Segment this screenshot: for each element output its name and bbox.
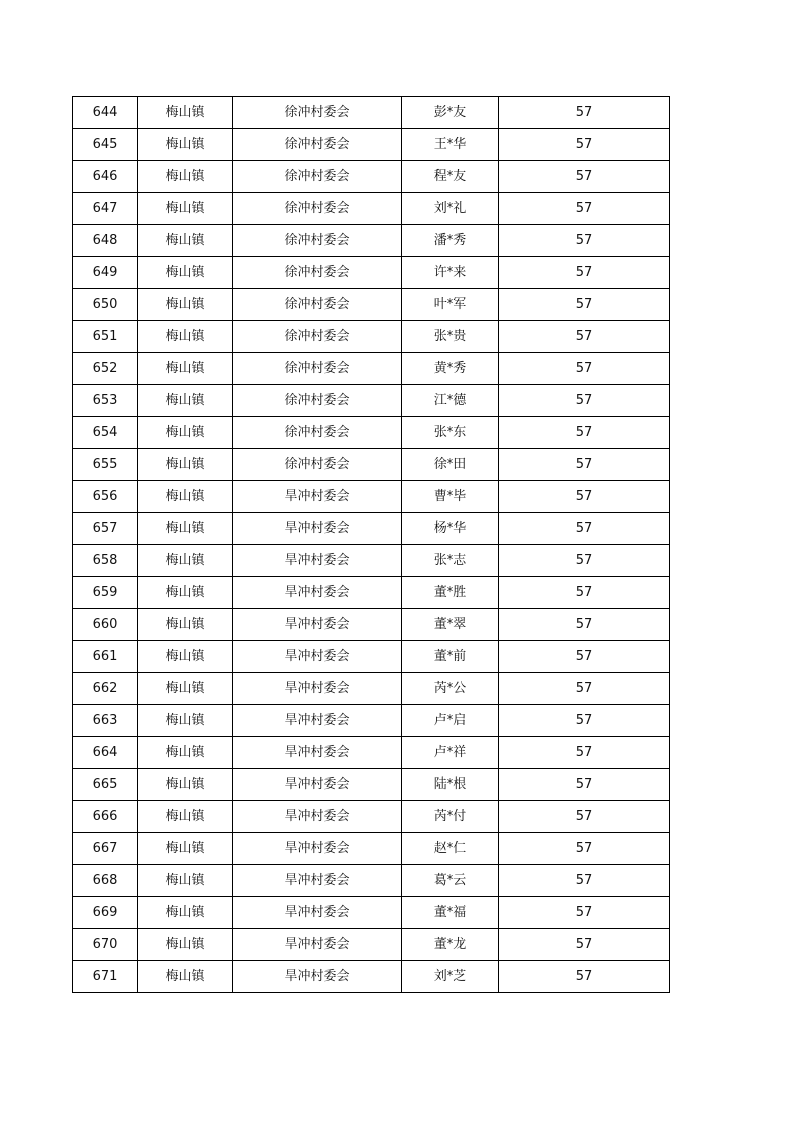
person-name-cell: 刘*礼 [402,193,499,225]
amount-cell: 57 [499,385,670,417]
person-name-cell: 程*友 [402,161,499,193]
person-name-cell: 王*华 [402,129,499,161]
row-number-cell: 646 [73,161,138,193]
amount-cell: 57 [499,353,670,385]
table-row [73,833,670,865]
data-table [72,96,670,993]
town-cell: 梅山镇 [138,673,233,705]
person-name-cell: 张*东 [402,417,499,449]
amount-cell: 57 [499,801,670,833]
village-committee-cell: 旱冲村委会 [233,705,402,737]
amount-cell: 57 [499,769,670,801]
row-number-cell: 662 [73,673,138,705]
village-committee-cell: 旱冲村委会 [233,897,402,929]
town-cell: 梅山镇 [138,769,233,801]
village-committee-cell: 徐冲村委会 [233,257,402,289]
village-committee-cell: 旱冲村委会 [233,673,402,705]
village-committee-cell: 旱冲村委会 [233,865,402,897]
table-row [73,641,670,673]
amount-cell: 57 [499,225,670,257]
row-number-cell: 664 [73,737,138,769]
village-committee-cell: 旱冲村委会 [233,609,402,641]
table-row [73,673,670,705]
village-committee-cell: 旱冲村委会 [233,801,402,833]
village-committee-cell: 旱冲村委会 [233,481,402,513]
town-cell: 梅山镇 [138,833,233,865]
town-cell: 梅山镇 [138,481,233,513]
row-number-cell: 667 [73,833,138,865]
village-committee-cell: 徐冲村委会 [233,417,402,449]
person-name-cell: 曹*毕 [402,481,499,513]
town-cell: 梅山镇 [138,161,233,193]
amount-cell: 57 [499,865,670,897]
town-cell: 梅山镇 [138,289,233,321]
town-cell: 梅山镇 [138,97,233,129]
table-row [73,769,670,801]
table-row [73,737,670,769]
town-cell: 梅山镇 [138,385,233,417]
person-name-cell: 潘*秀 [402,225,499,257]
table-row [73,161,670,193]
person-name-cell: 葛*云 [402,865,499,897]
amount-cell: 57 [499,257,670,289]
amount-cell: 57 [499,513,670,545]
village-committee-cell: 旱冲村委会 [233,513,402,545]
amount-cell: 57 [499,161,670,193]
town-cell: 梅山镇 [138,801,233,833]
amount-cell: 57 [499,577,670,609]
amount-cell: 57 [499,417,670,449]
row-number-cell: 653 [73,385,138,417]
row-number-cell: 647 [73,193,138,225]
row-number-cell: 655 [73,449,138,481]
row-number-cell: 665 [73,769,138,801]
person-name-cell: 董*翠 [402,609,499,641]
table-row [73,545,670,577]
amount-cell: 57 [499,609,670,641]
town-cell: 梅山镇 [138,577,233,609]
village-committee-cell: 旱冲村委会 [233,961,402,993]
row-number-cell: 670 [73,929,138,961]
person-name-cell: 彭*友 [402,97,499,129]
town-cell: 梅山镇 [138,225,233,257]
row-number-cell: 668 [73,865,138,897]
village-committee-cell: 旱冲村委会 [233,641,402,673]
amount-cell: 57 [499,705,670,737]
village-committee-cell: 徐冲村委会 [233,385,402,417]
table-row [73,417,670,449]
row-number-cell: 659 [73,577,138,609]
town-cell: 梅山镇 [138,545,233,577]
table-row [73,385,670,417]
person-name-cell: 张*贵 [402,321,499,353]
person-name-cell: 董*胜 [402,577,499,609]
town-cell: 梅山镇 [138,417,233,449]
table-row [73,289,670,321]
row-number-cell: 651 [73,321,138,353]
row-number-cell: 660 [73,609,138,641]
table-body [73,97,670,993]
amount-cell: 57 [499,193,670,225]
amount-cell: 57 [499,673,670,705]
town-cell: 梅山镇 [138,609,233,641]
table-row [73,353,670,385]
town-cell: 梅山镇 [138,865,233,897]
table-row [73,865,670,897]
village-committee-cell: 旱冲村委会 [233,833,402,865]
amount-cell: 57 [499,449,670,481]
person-name-cell: 杨*华 [402,513,499,545]
amount-cell: 57 [499,321,670,353]
village-committee-cell: 旱冲村委会 [233,577,402,609]
amount-cell: 57 [499,129,670,161]
village-committee-cell: 旱冲村委会 [233,545,402,577]
row-number-cell: 644 [73,97,138,129]
person-name-cell: 徐*田 [402,449,499,481]
row-number-cell: 669 [73,897,138,929]
village-committee-cell: 徐冲村委会 [233,161,402,193]
village-committee-cell: 徐冲村委会 [233,289,402,321]
table-row [73,801,670,833]
person-name-cell: 张*志 [402,545,499,577]
village-committee-cell: 徐冲村委会 [233,353,402,385]
town-cell: 梅山镇 [138,513,233,545]
town-cell: 梅山镇 [138,929,233,961]
person-name-cell: 黄*秀 [402,353,499,385]
row-number-cell: 652 [73,353,138,385]
village-committee-cell: 徐冲村委会 [233,97,402,129]
person-name-cell: 许*来 [402,257,499,289]
table-row [73,961,670,993]
amount-cell: 57 [499,929,670,961]
village-committee-cell: 旱冲村委会 [233,929,402,961]
village-committee-cell: 徐冲村委会 [233,193,402,225]
table-row [73,97,670,129]
amount-cell: 57 [499,289,670,321]
row-number-cell: 656 [73,481,138,513]
person-name-cell: 芮*付 [402,801,499,833]
table-row [73,481,670,513]
row-number-cell: 671 [73,961,138,993]
amount-cell: 57 [499,897,670,929]
town-cell: 梅山镇 [138,193,233,225]
town-cell: 梅山镇 [138,737,233,769]
village-committee-cell: 旱冲村委会 [233,769,402,801]
person-name-cell: 芮*公 [402,673,499,705]
town-cell: 梅山镇 [138,961,233,993]
person-name-cell: 陆*根 [402,769,499,801]
person-name-cell: 卢*祥 [402,737,499,769]
table-row [73,257,670,289]
table-row [73,897,670,929]
row-number-cell: 666 [73,801,138,833]
town-cell: 梅山镇 [138,705,233,737]
row-number-cell: 648 [73,225,138,257]
row-number-cell: 657 [73,513,138,545]
village-committee-cell: 旱冲村委会 [233,737,402,769]
table-row [73,705,670,737]
village-committee-cell: 徐冲村委会 [233,321,402,353]
table-row [73,929,670,961]
village-committee-cell: 徐冲村委会 [233,449,402,481]
amount-cell: 57 [499,481,670,513]
amount-cell: 57 [499,737,670,769]
town-cell: 梅山镇 [138,353,233,385]
town-cell: 梅山镇 [138,321,233,353]
town-cell: 梅山镇 [138,897,233,929]
table-row [73,577,670,609]
town-cell: 梅山镇 [138,641,233,673]
amount-cell: 57 [499,833,670,865]
person-name-cell: 刘*芝 [402,961,499,993]
person-name-cell: 叶*军 [402,289,499,321]
village-committee-cell: 徐冲村委会 [233,129,402,161]
town-cell: 梅山镇 [138,449,233,481]
person-name-cell: 赵*仁 [402,833,499,865]
row-number-cell: 661 [73,641,138,673]
row-number-cell: 645 [73,129,138,161]
row-number-cell: 649 [73,257,138,289]
amount-cell: 57 [499,97,670,129]
person-name-cell: 董*龙 [402,929,499,961]
town-cell: 梅山镇 [138,129,233,161]
table-row [73,449,670,481]
person-name-cell: 卢*启 [402,705,499,737]
amount-cell: 57 [499,545,670,577]
row-number-cell: 658 [73,545,138,577]
row-number-cell: 650 [73,289,138,321]
row-number-cell: 663 [73,705,138,737]
person-name-cell: 董*福 [402,897,499,929]
person-name-cell: 江*德 [402,385,499,417]
table-row [73,129,670,161]
village-committee-cell: 徐冲村委会 [233,225,402,257]
town-cell: 梅山镇 [138,257,233,289]
person-name-cell: 董*前 [402,641,499,673]
table-row [73,225,670,257]
table-row [73,193,670,225]
amount-cell: 57 [499,961,670,993]
table-row [73,513,670,545]
table-row [73,609,670,641]
row-number-cell: 654 [73,417,138,449]
table-row [73,321,670,353]
amount-cell: 57 [499,641,670,673]
